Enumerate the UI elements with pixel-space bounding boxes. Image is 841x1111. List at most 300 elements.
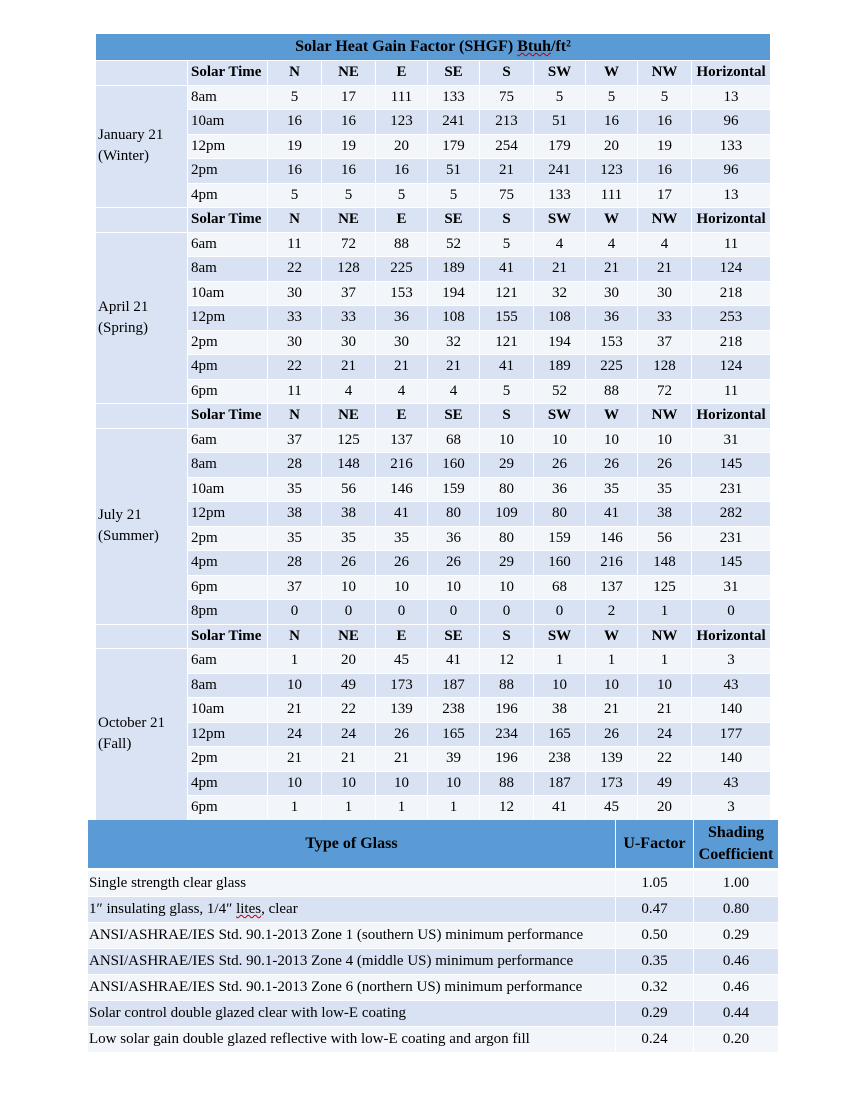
shgf-value-cell: 41 [428,649,480,674]
shgf-data-row [96,747,770,772]
shgf-column-header: W [586,61,638,86]
glass-type-cell [88,923,616,949]
shgf-value-cell: 16 [322,159,376,184]
shgf-value-cell: 22 [268,257,322,282]
shgf-column-header: SE [428,61,480,86]
shgf-value-cell: 146 [586,527,638,552]
shgf-value-cell: 21 [376,747,428,772]
shgf-value-cell: 218 [692,331,770,356]
shgf-value-cell: 37 [268,429,322,454]
shgf-value-cell: 35 [638,478,692,503]
shgf-value-cell: 253 [692,306,770,331]
shgf-value-cell: 196 [480,698,534,723]
shgf-value-cell: 1 [586,649,638,674]
shading-coefficient-cell: 0.46 [694,975,778,1001]
glass-type-cell [88,949,616,975]
u-factor-cell: 0.24 [616,1027,694,1053]
shgf-value-cell: 32 [428,331,480,356]
glass-type-cell [88,975,616,1001]
shgf-value-cell: 29 [480,453,534,478]
shgf-value-cell: 26 [534,453,586,478]
shgf-value-cell: 31 [692,429,770,454]
shgf-value-cell: 38 [534,698,586,723]
shgf-column-header: S [480,208,534,233]
shgf-value-cell: 216 [376,453,428,478]
shgf-data-row [96,600,770,625]
shgf-value-cell: 140 [692,747,770,772]
shgf-column-header: NW [638,61,692,86]
shgf-value-cell: 17 [322,86,376,111]
solar-time-cell: 10am [188,478,268,503]
shgf-value-cell: 26 [586,453,638,478]
season-date-cell [96,429,188,625]
shgf-value-cell: 19 [638,135,692,160]
solar-time-cell: 6am [188,233,268,258]
shgf-value-cell: 30 [376,331,428,356]
glass-type-cell [88,1027,616,1053]
shgf-value-cell: 35 [376,527,428,552]
shgf-column-header: NE [322,208,376,233]
shgf-value-cell: 1 [268,796,322,821]
shgf-value-cell: 96 [692,159,770,184]
shgf-value-cell: 30 [322,331,376,356]
shgf-value-cell: 11 [692,233,770,258]
shgf-value-cell: 39 [428,747,480,772]
glass-type-text-tail: , clear [261,901,298,917]
glass-row [88,871,778,897]
shgf-data-row [96,355,770,380]
shading-coefficient-cell: 0.29 [694,923,778,949]
shgf-value-cell: 33 [638,306,692,331]
shgf-value-cell: 148 [638,551,692,576]
shgf-data-row [96,527,770,552]
shgf-value-cell: 179 [534,135,586,160]
shgf-value-cell: 75 [480,86,534,111]
shgf-title-main: Solar Heat Gain Factor (SHGF) [295,38,518,55]
shgf-value-cell: 218 [692,282,770,307]
shgf-value-cell: 21 [376,355,428,380]
shgf-column-header: NE [322,61,376,86]
shgf-value-cell: 72 [322,233,376,258]
shgf-value-cell: 17 [638,184,692,209]
solar-time-cell: 6am [188,649,268,674]
shgf-column-header: Solar Time [188,404,268,429]
shgf-value-cell: 26 [376,551,428,576]
shgf-value-cell: 30 [638,282,692,307]
shgf-value-cell: 16 [586,110,638,135]
glass-header-type: Type of Glass [88,820,616,869]
solar-time-cell: 12pm [188,306,268,331]
shgf-value-cell: 10 [480,576,534,601]
glass-header-shading-2: Coefficient [698,846,774,863]
glass-type-text: 1″ insulating glass, 1/4″ [89,901,237,917]
solar-time-cell: 12pm [188,135,268,160]
shgf-value-cell: 189 [428,257,480,282]
shgf-value-cell: 10 [534,674,586,699]
shgf-value-cell: 139 [376,698,428,723]
glass-type-text: ANSI/ASHRAE/IES Std. 90.1-2013 Zone 6 (northern US) minimum performance [89,979,583,995]
shgf-value-cell: 41 [376,502,428,527]
shgf-value-cell: 225 [376,257,428,282]
glass-type-cell [88,871,616,897]
shgf-value-cell: 56 [638,527,692,552]
solar-time-cell: 10am [188,110,268,135]
shgf-column-header: W [586,625,638,650]
shgf-value-cell: 21 [268,747,322,772]
shgf-value-cell: 111 [376,86,428,111]
shgf-value-cell: 41 [480,355,534,380]
shgf-value-cell: 88 [480,674,534,699]
shgf-column-header: Horizontal [692,625,770,650]
solar-time-cell: 8am [188,453,268,478]
shgf-data-row [96,159,770,184]
shgf-value-cell: 11 [268,380,322,405]
shgf-value-cell: 80 [480,527,534,552]
shgf-data-row [96,576,770,601]
shgf-header-row [96,625,770,650]
shgf-value-cell: 26 [322,551,376,576]
solar-time-cell: 8pm [188,600,268,625]
shgf-value-cell: 1 [638,600,692,625]
shgf-data-row [96,772,770,797]
shgf-value-cell: 10 [534,429,586,454]
solar-time-cell: 6pm [188,796,268,821]
shgf-column-header: SW [534,208,586,233]
shgf-value-cell: 56 [322,478,376,503]
shgf-data-row [96,649,770,674]
glass-row [88,1027,778,1053]
shgf-value-cell: 10 [322,576,376,601]
shgf-value-cell: 231 [692,527,770,552]
shgf-header-blank [96,625,188,650]
shgf-data-row [96,502,770,527]
shgf-value-cell: 108 [534,306,586,331]
solar-time-cell: 6pm [188,576,268,601]
shgf-value-cell: 10 [586,674,638,699]
shgf-column-header: N [268,61,322,86]
shgf-column-header: NW [638,625,692,650]
shgf-value-cell: 238 [428,698,480,723]
shgf-data-row [96,257,770,282]
shgf-value-cell: 36 [376,306,428,331]
shgf-value-cell: 37 [268,576,322,601]
shgf-value-cell: 88 [376,233,428,258]
shgf-value-cell: 41 [534,796,586,821]
shgf-value-cell: 35 [268,478,322,503]
u-factor-cell: 0.29 [616,1001,694,1027]
shgf-data-row [96,698,770,723]
shgf-column-header: NE [322,404,376,429]
shgf-value-cell: 88 [480,772,534,797]
shgf-value-cell: 38 [322,502,376,527]
glass-row [88,1001,778,1027]
shading-coefficient-cell: 0.20 [694,1027,778,1053]
shgf-value-cell: 159 [534,527,586,552]
glass-type-cell [88,897,616,923]
shgf-value-cell: 128 [322,257,376,282]
shgf-value-cell: 28 [268,551,322,576]
shgf-value-cell: 5 [534,86,586,111]
shgf-column-header: S [480,404,534,429]
shgf-value-cell: 38 [268,502,322,527]
shgf-column-header: SW [534,404,586,429]
shgf-value-cell: 5 [638,86,692,111]
shgf-value-cell: 20 [322,649,376,674]
glass-type-cell [88,1001,616,1027]
shgf-value-cell: 16 [638,159,692,184]
shgf-value-cell: 5 [376,184,428,209]
shgf-value-cell: 254 [480,135,534,160]
shgf-value-cell: 19 [268,135,322,160]
shgf-value-cell: 21 [638,698,692,723]
shgf-value-cell: 10 [638,674,692,699]
shgf-value-cell: 160 [534,551,586,576]
shgf-value-cell: 35 [268,527,322,552]
shgf-value-cell: 0 [428,600,480,625]
shgf-value-cell: 137 [586,576,638,601]
shgf-header-blank [96,404,188,429]
shgf-value-cell: 20 [586,135,638,160]
shgf-value-cell: 194 [534,331,586,356]
shgf-value-cell: 16 [268,110,322,135]
shgf-value-cell: 10 [428,772,480,797]
shgf-value-cell: 16 [268,159,322,184]
shgf-value-cell: 16 [322,110,376,135]
season-date: July 21 [98,507,142,523]
u-factor-cell: 0.35 [616,949,694,975]
shgf-value-cell: 155 [480,306,534,331]
shgf-value-cell: 10 [428,576,480,601]
shgf-value-cell: 140 [692,698,770,723]
shgf-value-cell: 187 [534,772,586,797]
shgf-value-cell: 35 [586,478,638,503]
shgf-value-cell: 75 [480,184,534,209]
shgf-value-cell: 10 [376,576,428,601]
shgf-data-row [96,478,770,503]
shgf-value-cell: 30 [268,282,322,307]
u-factor-cell: 0.50 [616,923,694,949]
shgf-value-cell: 173 [376,674,428,699]
shgf-value-cell: 11 [268,233,322,258]
shgf-value-cell: 179 [428,135,480,160]
solar-time-cell: 12pm [188,502,268,527]
shgf-value-cell: 0 [534,600,586,625]
shgf-value-cell: 109 [480,502,534,527]
shgf-title-unit: Btuh [517,38,552,55]
shgf-data-row [96,282,770,307]
shgf-value-cell: 31 [692,576,770,601]
shgf-value-cell: 238 [534,747,586,772]
glass-row [88,975,778,1001]
shgf-value-cell: 4 [638,233,692,258]
shgf-value-cell: 4 [428,380,480,405]
season-date-cell [96,233,188,405]
shgf-value-cell: 196 [480,747,534,772]
shgf-value-cell: 41 [586,502,638,527]
shgf-table [96,34,770,821]
shgf-title [96,34,770,61]
shgf-data-row [96,453,770,478]
u-factor-cell: 0.47 [616,897,694,923]
solar-time-cell: 6pm [188,380,268,405]
shgf-data-row [96,233,770,258]
shgf-column-header: SW [534,625,586,650]
shgf-value-cell: 45 [586,796,638,821]
shgf-value-cell: 124 [692,257,770,282]
shgf-column-header: E [376,625,428,650]
shgf-value-cell: 43 [692,674,770,699]
shgf-header-row [96,404,770,429]
shgf-value-cell: 225 [586,355,638,380]
shgf-body [96,34,770,821]
shgf-column-header: Horizontal [692,208,770,233]
shgf-value-cell: 153 [376,282,428,307]
shgf-data-row [96,551,770,576]
glass-header-shading-1: Shading [707,824,765,841]
solar-time-cell: 12pm [188,723,268,748]
shgf-column-header: N [268,404,322,429]
shgf-value-cell: 24 [268,723,322,748]
shgf-column-header: Horizontal [692,61,770,86]
shgf-column-header: NE [322,625,376,650]
shgf-value-cell: 124 [692,355,770,380]
shgf-value-cell: 80 [428,502,480,527]
u-factor-cell: 0.32 [616,975,694,1001]
shgf-value-cell: 26 [638,453,692,478]
shgf-value-cell: 33 [268,306,322,331]
shgf-value-cell: 133 [534,184,586,209]
shgf-value-cell: 0 [268,600,322,625]
shgf-value-cell: 165 [428,723,480,748]
shgf-value-cell: 5 [586,86,638,111]
shgf-value-cell: 24 [638,723,692,748]
shgf-data-row [96,306,770,331]
shgf-value-cell: 5 [268,184,322,209]
shgf-value-cell: 5 [428,184,480,209]
shgf-column-header: E [376,61,428,86]
shgf-value-cell: 12 [480,796,534,821]
shgf-value-cell: 123 [586,159,638,184]
shgf-data-row [96,110,770,135]
shgf-value-cell: 21 [534,257,586,282]
shgf-column-header: N [268,208,322,233]
shgf-header-blank [96,208,188,233]
shgf-value-cell: 36 [428,527,480,552]
shgf-data-row [96,674,770,699]
shgf-column-header: SW [534,61,586,86]
glass-type-flagged-word: lites [236,901,262,917]
shgf-value-cell: 282 [692,502,770,527]
glass-header-ufactor: U-Factor [616,820,694,869]
shgf-value-cell: 36 [534,478,586,503]
shgf-value-cell: 20 [638,796,692,821]
shgf-value-cell: 51 [428,159,480,184]
shgf-value-cell: 241 [534,159,586,184]
shading-coefficient-cell: 0.80 [694,897,778,923]
shgf-value-cell: 68 [534,576,586,601]
shgf-value-cell: 1 [428,796,480,821]
shgf-value-cell: 165 [534,723,586,748]
shgf-value-cell: 216 [586,551,638,576]
shgf-column-header: NW [638,208,692,233]
shgf-value-cell: 1 [268,649,322,674]
shgf-value-cell: 160 [428,453,480,478]
solar-time-cell: 2pm [188,747,268,772]
solar-time-cell: 4pm [188,551,268,576]
shgf-column-header: W [586,404,638,429]
shgf-value-cell: 21 [322,747,376,772]
shgf-value-cell: 0 [376,600,428,625]
shgf-value-cell: 10 [268,674,322,699]
season-name: (Spring) [98,319,148,336]
shgf-value-cell: 29 [480,551,534,576]
shgf-value-cell: 21 [586,257,638,282]
shgf-value-cell: 137 [376,429,428,454]
shgf-value-cell: 52 [428,233,480,258]
shgf-value-cell: 123 [376,110,428,135]
shgf-value-cell: 111 [586,184,638,209]
shgf-value-cell: 21 [638,257,692,282]
shgf-value-cell: 133 [428,86,480,111]
shgf-value-cell: 35 [322,527,376,552]
shgf-column-header: S [480,61,534,86]
shgf-data-row [96,331,770,356]
u-factor-cell: 1.05 [616,871,694,897]
shgf-value-cell: 177 [692,723,770,748]
shgf-value-cell: 36 [586,306,638,331]
shgf-value-cell: 121 [480,282,534,307]
glass-header-row [88,820,778,869]
shgf-value-cell: 33 [322,306,376,331]
shgf-value-cell: 5 [480,380,534,405]
season-date-cell [96,649,188,821]
shgf-value-cell: 133 [692,135,770,160]
solar-time-cell: 8am [188,86,268,111]
shading-coefficient-cell: 1.00 [694,871,778,897]
shgf-value-cell: 43 [692,772,770,797]
shgf-value-cell: 1 [322,796,376,821]
shgf-value-cell: 159 [428,478,480,503]
shgf-value-cell: 173 [586,772,638,797]
solar-time-cell: 4pm [188,772,268,797]
shgf-column-header: E [376,208,428,233]
glass-table [88,820,778,1053]
shgf-column-header: W [586,208,638,233]
solar-time-cell: 10am [188,282,268,307]
shgf-value-cell: 5 [322,184,376,209]
shgf-value-cell: 16 [376,159,428,184]
shgf-value-cell: 145 [692,551,770,576]
shgf-value-cell: 1 [376,796,428,821]
shgf-data-row [96,429,770,454]
shgf-column-header: Horizontal [692,404,770,429]
shgf-data-row [96,723,770,748]
shgf-value-cell: 38 [638,502,692,527]
season-date-cell [96,86,188,209]
shgf-column-header: SE [428,404,480,429]
glass-row [88,897,778,923]
shgf-value-cell: 10 [480,429,534,454]
shgf-value-cell: 22 [638,747,692,772]
shgf-value-cell: 153 [586,331,638,356]
shgf-value-cell: 10 [586,429,638,454]
shgf-value-cell: 0 [322,600,376,625]
shgf-value-cell: 49 [322,674,376,699]
shgf-value-cell: 26 [428,551,480,576]
solar-time-cell: 8am [188,257,268,282]
shgf-data-row [96,796,770,821]
shgf-column-header: S [480,625,534,650]
